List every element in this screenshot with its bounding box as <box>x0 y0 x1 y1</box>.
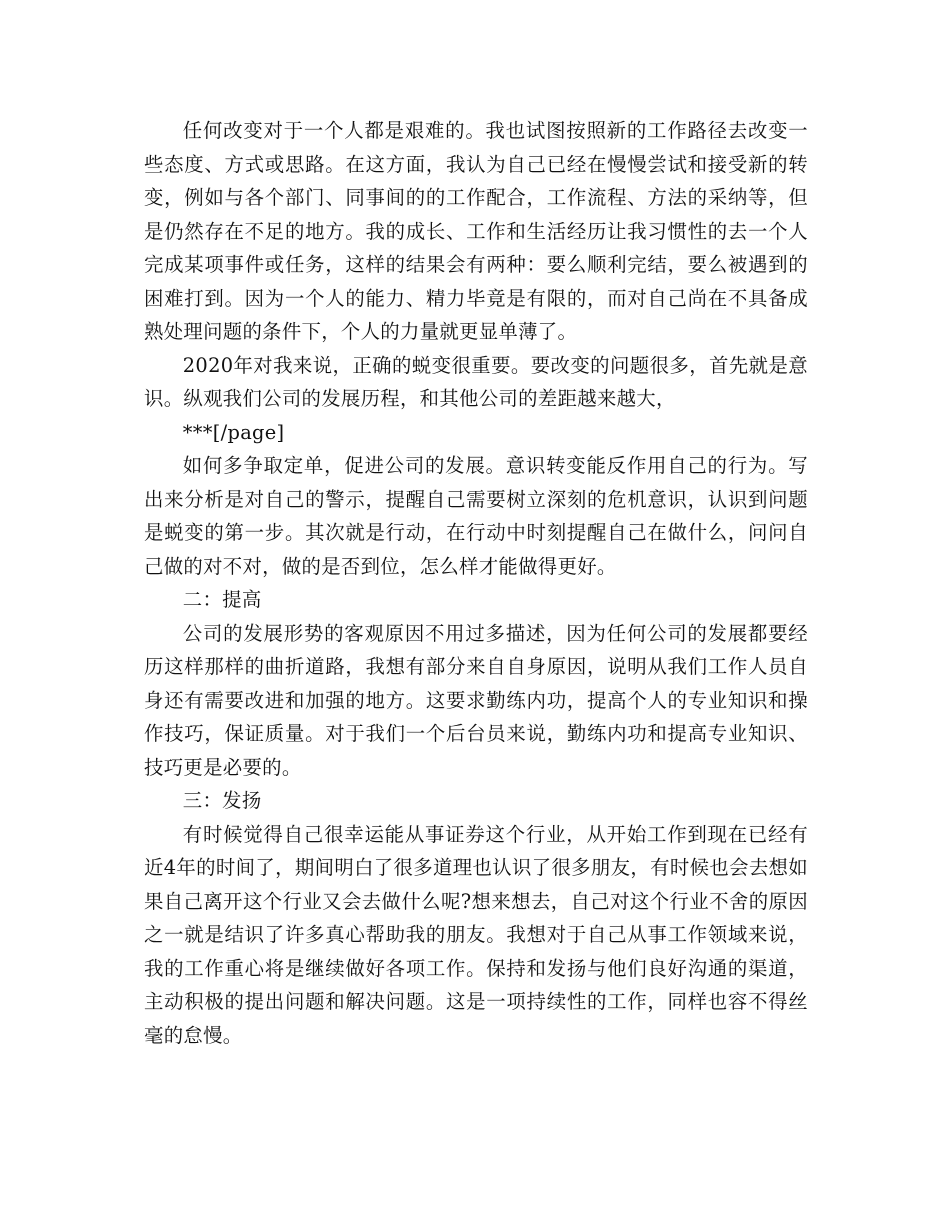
paragraph-carry-forward: 有时候觉得自己很幸运能从事证券这个行业，从开始工作到现在已经有近4年的时间了，期间明白了很多道理也认识了很多朋友，有时候也会去想如果自己离开这个行业又会去做什么呢?想来想去，自己对这个行业不舍的原因之一就是结识了许多真心帮助我的朋友。我想对于自己从事工作领域来说，我的工作重心将是继续做好各项工作。保持和发扬与他们良好沟通的渠道，主动积极的提出问题和解决问题。这是一项持续性的工作，同样也容不得丝毫的怠慢。 <box>144 822 808 1047</box>
section-heading-improve: 二：提高 <box>182 588 262 611</box>
paragraph-awareness-action: 如何多争取定单，促进公司的发展。意识转变能反作用自己的行为。写出来分析是对自己的警示，提醒自己需要树立深刻的危机意识，认识到问题是蜕变的第一步。其次就是行动，在行动中时刻提醒自己在做什么，问问自己做的对不对，做的是否到位，怎么样才能做得更好。 <box>144 454 808 578</box>
page-break-marker: ***[/page] <box>182 420 285 444</box>
section-heading-carry-forward: 三：发扬 <box>182 789 262 812</box>
paragraph-change-difficulty: 任何改变对于一个人都是艰难的。我也试图按照新的工作路径去改变一些态度、方式或思路。在这方面，我认为自己已经在慢慢尝试和接受新的转变，例如与各个部门、同事间的的工作配合，工作流程、方法的采纳等，但是仍然存在不足的地方。我的成长、工作和生活经历让我习惯性的去一个人完成某项事件或任务，这样的结果会有两种：要么顺利完结，要么被遇到的困难打到。因为一个人的能力、精力毕竟是有限的，而对自己尚在不具备成熟处理问题的条件下，个人的力量就更显单薄了。 <box>144 119 808 343</box>
document-body <box>144 114 808 1052</box>
paragraph-improve: 公司的发展形势的客观原因不用过多描述，因为任何公司的发展都要经历这样那样的曲折道路，我想有部分来自自身原因，说明从我们工作人员自身还有需要改进和加强的地方。这要求勤练内功，提高个人的专业知识和操作技巧，保证质量。对于我们一个后台员来说，勤练内功和提高专业知识、技巧更是必要的。 <box>144 621 808 779</box>
paragraph-2020-transformation: 2020年对我来说，正确的蜕变很重要。要改变的问题很多，首先就是意识。纵观我们公司的发展历程，和其他公司的差距越来越大， <box>144 353 808 410</box>
